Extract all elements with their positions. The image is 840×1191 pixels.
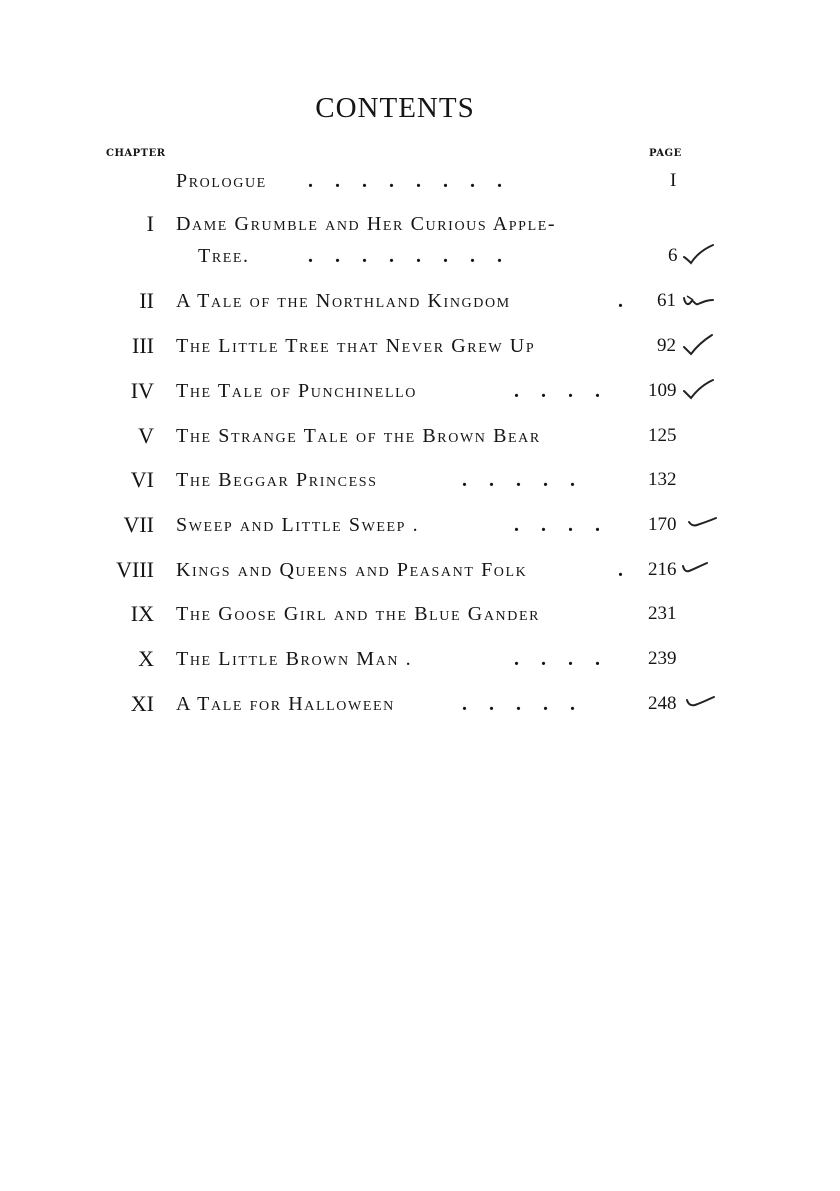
page-number: 92 bbox=[657, 335, 676, 356]
page-number: 239 bbox=[648, 648, 677, 669]
toc-entry-chapter-11 bbox=[0, 689, 840, 719]
chapter-title: The Beggar Princess bbox=[176, 469, 378, 491]
chapter-column-label: CHAPTER bbox=[106, 148, 166, 159]
dot-leader: .... bbox=[514, 380, 622, 402]
dot-leader: .... bbox=[514, 648, 622, 670]
page-number: 170 bbox=[648, 514, 677, 535]
page-title: CONTENTS bbox=[315, 92, 475, 124]
check-mark-icon bbox=[686, 512, 720, 536]
chapter-title: The Little Brown Man . bbox=[176, 648, 413, 670]
chapter-number: I bbox=[146, 211, 154, 236]
dot-leader: . bbox=[618, 559, 645, 581]
dot-leader: .... bbox=[514, 514, 622, 536]
toc-entry-chapter-7 bbox=[0, 510, 840, 540]
dot-leader: . bbox=[618, 290, 645, 312]
dot-leader: ........ bbox=[308, 170, 524, 192]
chapter-title: Tree. bbox=[198, 245, 250, 267]
toc-entry-chapter-3 bbox=[0, 331, 840, 361]
toc-entry-chapter-2 bbox=[0, 286, 840, 316]
check-mark-icon bbox=[682, 243, 716, 267]
check-mark-icon bbox=[680, 557, 714, 581]
chapter-title: The Strange Tale of the Brown Bear bbox=[176, 425, 541, 447]
page-number: 216 bbox=[648, 559, 677, 580]
chapter-title: Sweep and Little Sweep . bbox=[176, 514, 420, 536]
chapter-title: A Tale for Halloween bbox=[176, 693, 395, 715]
chapter-number: VII bbox=[123, 512, 154, 537]
page-column-label: PAGE bbox=[649, 148, 682, 159]
chapter-number: III bbox=[132, 333, 154, 358]
chapter-title: A Tale of the Northland Kingdom bbox=[176, 290, 511, 312]
page-number: 132 bbox=[648, 469, 677, 490]
scribble-mark-icon bbox=[681, 288, 715, 312]
chapter-number: XI bbox=[130, 691, 154, 716]
toc-entry-chapter-6 bbox=[0, 465, 840, 495]
chapter-title: The Tale of Punchinello bbox=[176, 380, 417, 402]
check-mark-icon bbox=[682, 378, 716, 402]
toc-entry-chapter-1-continued bbox=[0, 241, 840, 271]
page-number: I bbox=[670, 170, 677, 191]
chapter-title: Prologue bbox=[176, 170, 267, 192]
dot-leader: ..... bbox=[462, 693, 597, 715]
chapter-number: V bbox=[138, 423, 154, 448]
page-number: 125 bbox=[648, 425, 677, 446]
chapter-number: IX bbox=[130, 601, 154, 626]
check-mark-icon bbox=[684, 691, 718, 715]
page-number: 6 bbox=[668, 245, 678, 266]
page-number: 231 bbox=[648, 603, 677, 624]
dot-leader: ..... bbox=[462, 469, 597, 491]
page-number: 109 bbox=[648, 380, 677, 401]
chapter-number: VI bbox=[130, 467, 154, 492]
toc-entry-chapter-9 bbox=[0, 599, 840, 629]
page-number: 61 bbox=[657, 290, 676, 311]
chapter-number: VIII bbox=[116, 557, 154, 582]
toc-entry-chapter-8 bbox=[0, 555, 840, 585]
toc-entry-chapter-5 bbox=[0, 421, 840, 451]
dot-leader: ........ bbox=[308, 245, 524, 267]
chapter-number: IV bbox=[130, 378, 154, 403]
page-number: 248 bbox=[648, 693, 677, 714]
chapter-number: II bbox=[139, 288, 154, 313]
toc-entry-chapter-4 bbox=[0, 376, 840, 406]
chapter-title: The Little Tree that Never Grew Up bbox=[176, 335, 536, 357]
toc-entry-chapter-1 bbox=[0, 209, 840, 239]
toc-entry-prologue bbox=[0, 166, 840, 196]
chapter-title: Dame Grumble and Her Curious Apple- bbox=[176, 213, 557, 235]
toc-entry-chapter-10 bbox=[0, 644, 840, 674]
chapter-title: Kings and Queens and Peasant Folk bbox=[176, 559, 528, 581]
chapter-number: X bbox=[138, 646, 154, 671]
chapter-title: The Goose Girl and the Blue Gander bbox=[176, 603, 541, 625]
check-mark-icon bbox=[682, 333, 716, 357]
